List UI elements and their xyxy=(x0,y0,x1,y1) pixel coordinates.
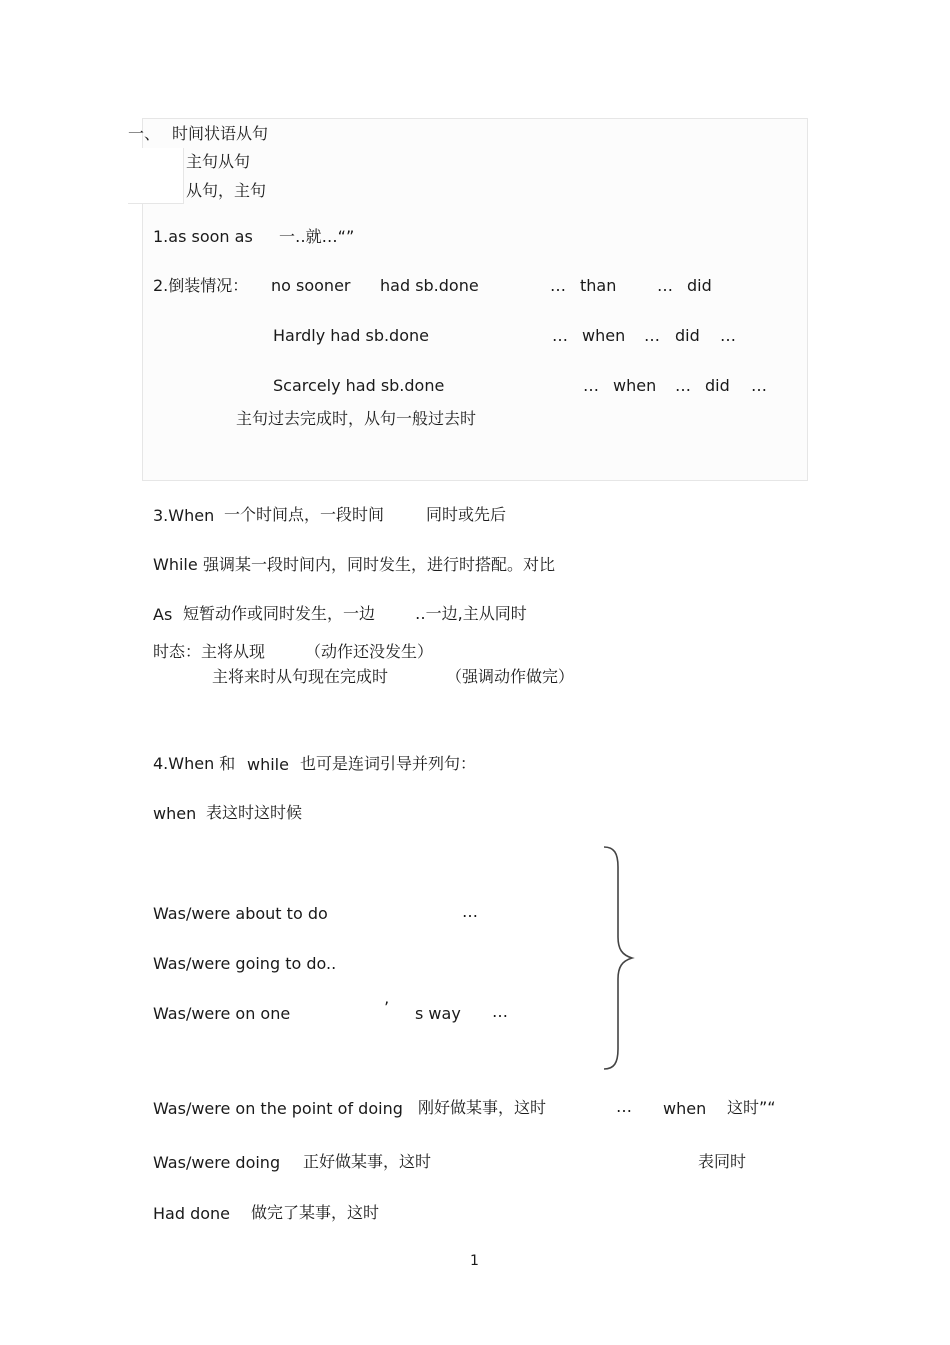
inversion-r3-a: Scarcely had sb.done xyxy=(273,376,445,395)
phrase-1: Was/were about to do xyxy=(153,904,328,923)
inversion-r3-dots2: … xyxy=(675,376,691,395)
inversion-r2-dots3: … xyxy=(720,326,736,345)
phrase-1-dots: … xyxy=(462,902,478,921)
more-1-dots: … xyxy=(616,1097,632,1116)
tense-line-2: 主将来时从句现在完成时 xyxy=(212,667,389,686)
more-3-a: Had done xyxy=(153,1204,231,1223)
when-desc: 一个时间点，一段时间 xyxy=(224,505,385,524)
phrase-3-dots: … xyxy=(492,1002,508,1021)
when-word: 3.When xyxy=(153,506,215,525)
coord-title-a: 4.When 和 xyxy=(153,754,236,773)
more-1-c: when xyxy=(663,1099,707,1118)
header-sub-2: 从句，主句 xyxy=(186,181,267,200)
header-sub-1: 主句从句 xyxy=(186,152,251,171)
inversion-r3-d: did xyxy=(705,376,730,395)
inversion-r2-d: did xyxy=(675,326,700,345)
inversion-r2-dots2: … xyxy=(644,326,660,345)
more-1-d: 这时”“ xyxy=(727,1098,776,1117)
inversion-r1-d: did xyxy=(687,276,712,295)
when-extra: 同时或先后 xyxy=(426,505,507,524)
coord-title-b: while xyxy=(247,755,289,774)
more-3-b: 做完了某事，这时 xyxy=(251,1203,380,1222)
as-soon-as-meaning: 一‥就…“” xyxy=(279,227,355,246)
section-number: 一、 xyxy=(128,124,161,143)
section-title: 时间状语从句 xyxy=(172,124,269,143)
as-desc: 短暂动作或同时发生，一边 xyxy=(183,604,376,623)
tense-label: 时态：主将从现 xyxy=(153,642,266,661)
inversion-note: 主句过去完成时，从句一般过去时 xyxy=(236,409,477,428)
more-2-a: Was/were doing xyxy=(153,1153,281,1172)
inversion-r1-c: than xyxy=(580,276,617,295)
inversion-r1-dots2: … xyxy=(657,276,673,295)
inversion-r3-dots3: … xyxy=(751,376,767,395)
inversion-r2-c: when xyxy=(582,326,626,345)
more-2-b: 正好做某事，这时 xyxy=(303,1152,432,1171)
right-brace-icon xyxy=(600,845,640,1071)
more-1-b: 刚好做某事，这时 xyxy=(418,1098,547,1117)
top-table-left-cell xyxy=(128,148,184,204)
while-word: While xyxy=(153,555,198,574)
when-line-a: when xyxy=(153,804,197,823)
more-1-a: Was/were on the point of doing xyxy=(153,1099,403,1118)
as-soon-as-label: 1.as soon as xyxy=(153,227,253,246)
page-number: 1 xyxy=(470,1253,479,1269)
inversion-r3-c: when xyxy=(613,376,657,395)
phrase-2: Was/were going to do.. xyxy=(153,954,337,973)
when-line-b: 表这时这时候 xyxy=(206,803,303,822)
tense-note-2: （强调动作做完） xyxy=(446,667,575,686)
more-2-c: 表同时 xyxy=(698,1152,747,1171)
as-word: As xyxy=(153,605,173,624)
while-desc: 强调某一段时间内，同时发生，进行时搭配。对比 xyxy=(203,555,556,574)
phrase-3-a: Was/were on one xyxy=(153,1004,291,1023)
inversion-r1-b: had sb.done xyxy=(380,276,479,295)
inversion-r1-dots1: … xyxy=(550,276,566,295)
inversion-r1-a: no sooner xyxy=(271,276,351,295)
phrase-3-b: s way xyxy=(415,1004,461,1023)
phrase-3-apos: ’ xyxy=(384,998,390,1017)
tense-note-1: （动作还没发生） xyxy=(305,642,434,661)
inversion-r2-dots1: … xyxy=(552,326,568,345)
as-desc-2: ‥一边,主从同时 xyxy=(415,604,527,623)
coord-title-c: 也可是连词引导并列句： xyxy=(300,754,477,773)
inversion-r2-a: Hardly had sb.done xyxy=(273,326,429,345)
inversion-r3-dots1: … xyxy=(583,376,599,395)
inversion-label: 2.倒装情况： xyxy=(153,276,249,295)
